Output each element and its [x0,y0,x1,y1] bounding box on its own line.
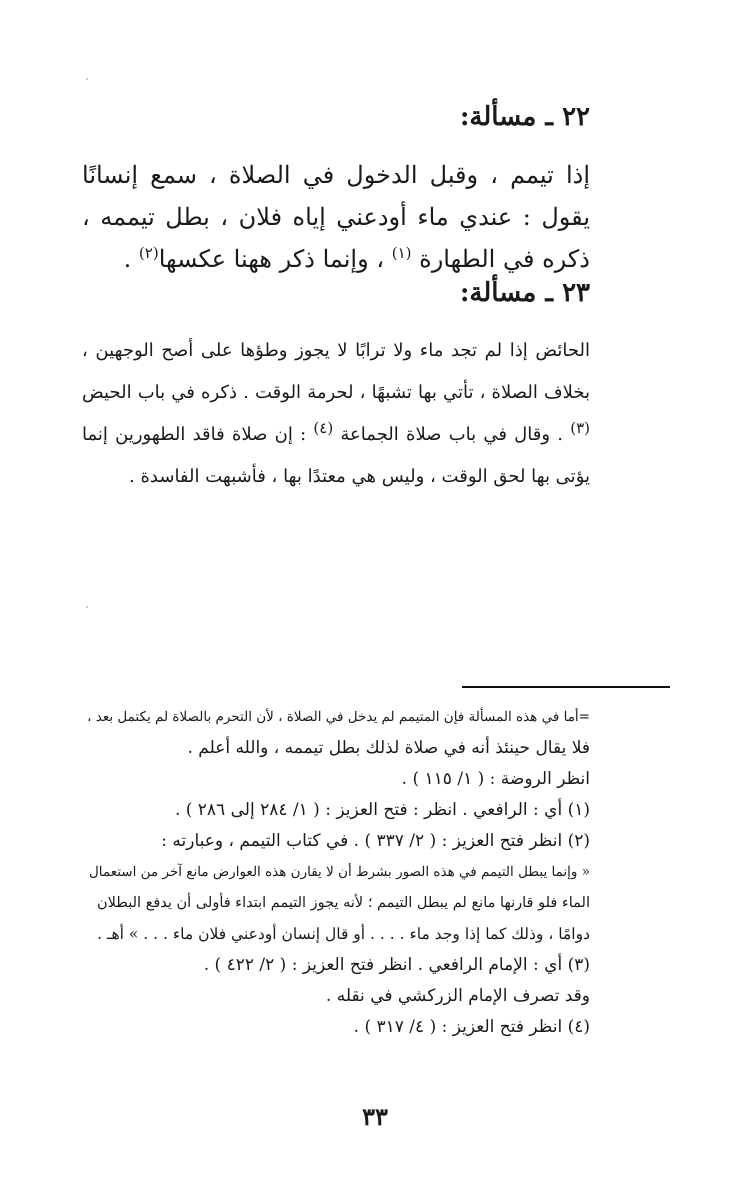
footnote-line: « وإنما يبطل التيمم في هذه الصور بشرط أن لا يقارن هذه العوارض مانع آخر من استعمال [88,864,590,880]
issue-22-heading: ٢٢ ـ مسألة: [459,102,590,132]
footnote-ref-3[interactable]: (٣) [570,419,590,437]
footnote-ref-2[interactable]: (٢) [138,244,159,262]
issue-22-paragraph [82,154,590,290]
paragraph-text: الحائض إذا لم تجد ماء ولا ترابًا لا يجوز وطؤها على أصح الوجهين ، بخلاف الصلاة ، تأتي بها تشبهًا ، لحرمة الوقت . ذكره في باب الحيض [82,340,590,403]
footnote-line: انظر الروضة : ( ١/ ١١٥ ) . [401,769,590,789]
footnote-1: (١) أي : الرافعي . انظر : فتح العزيز : ( ١/ ٢٨٤ إلى ٢٨٦ ) . [174,800,590,820]
footnote-line: دوامًا ، وذلك كما إذا وجد ماء . . . . أو قال إنسان أودعني فلان ماء . . . » أهـ . [97,925,590,943]
paragraph-text: إذا تيمم ، وقبل الدخول في الصلاة ، سمع إنسانًا يقول : عندي ماء أودعني إياه فلان ، بطل تيممه ، ذكره في الطهارة [82,161,590,273]
footnote-2: (٢) انظر فتح العزيز : ( ٢/ ٣٣٧ ) . في كتاب التيمم ، وعبارته : [161,831,590,851]
paragraph-text: . وقال في باب صلاة الجماعة [340,424,563,445]
issue-23-heading: ٢٣ ـ مسألة: [459,278,590,308]
footnote-4: (٤) انظر فتح العزيز : ( ٤/ ٣١٧ ) . [353,1017,590,1037]
margin-mark [86,606,88,608]
paragraph-text: ، وإنما ذكر ههنا عكسها [158,245,385,273]
footnote-ref-1[interactable]: (١) [391,244,412,262]
footnote-3: (٣) أي : الإمام الرافعي . انظر فتح العزيز : ( ٢/ ٤٢٢ ) . [203,955,590,975]
footnote-line: الماء فلو قارنها مانع لم يبطل التيمم ؛ لأنه يجوز التيمم ابتداء فأولى أن يدفع البطلان [97,895,590,911]
footnote-line: =أما في هذه المسألة فإن المتيمم لم يدخل في الصلاة ، لأن التحرم بالصلاة لم يكتمل بعد ، [87,709,590,725]
paragraph-end: . [123,245,132,273]
footnote-line: وقد تصرف الإمام الزركشي في نقله . [325,986,590,1006]
footnote-separator [462,686,670,688]
margin-mark [86,78,88,80]
footnotes-section [82,702,590,1043]
issue-23-paragraph [82,330,590,500]
footnote-ref-4[interactable]: (٤) [313,419,334,437]
page-number: ٣٣ [362,1102,388,1131]
paragraph-text: : إن صلاة فاقد الطهورين إنما يؤتى بها لحق الوقت ، وليس هي معتدًا بها ، فأشبهت الفاسدة . [82,424,590,487]
footnote-line: فلا يقال حينئذ أنه في صلاة لذلك بطل تيممه ، والله أعلم . [187,738,590,758]
